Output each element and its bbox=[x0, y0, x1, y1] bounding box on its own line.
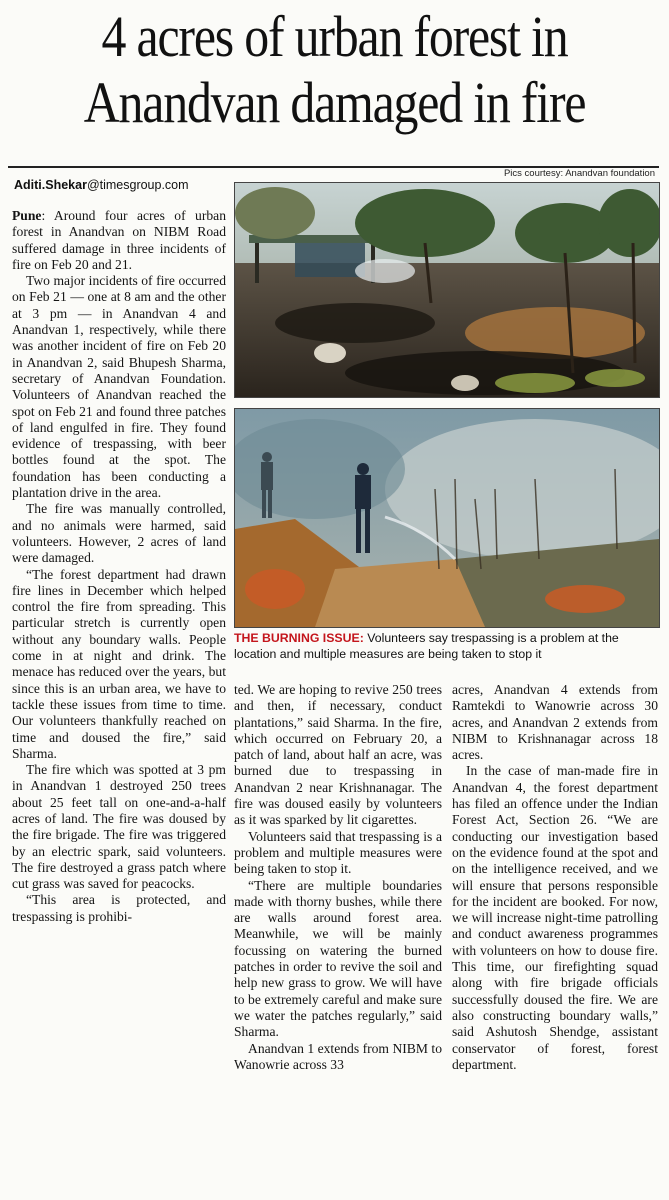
paragraph: “This area is protected, and trespassing is prohibi- bbox=[12, 892, 226, 924]
lead-paragraph bbox=[12, 208, 226, 273]
byline-name: Aditi.Shekar bbox=[14, 178, 87, 192]
article-column-3 bbox=[452, 682, 658, 1073]
caption-text: Volunteers say trespassing is a problem at the location and multiple measures are being taken to stop it bbox=[234, 631, 619, 661]
paragraph: In the case of man-made fire in Anandvan 4, the forest department has filed an offence under the Indian Forest Act, Section 26. “We are conducting our investigation based on the evidence found at the spot and on the intelligence received, and we will ensure that persons responsible for the incident are booked. For now, we will increase night-time patrolling and conduct awareness programmes with volunteers on how to douse fire. This time, our firefighting squad along with fire brigade officials successfully doused the fire. We are also constructing boundary walls,” said Ashutosh Shendge, assistant conservator of forest, forest department. bbox=[452, 763, 658, 1072]
paragraph: ted. We are hoping to revive 250 trees and then, if necessary, conduct plantations,” said Sharma. In the fire, which occurred on February 20, a patch of land, about half an acre, was burned due to trespassing in Anandvan 2 near Krishnanagar. The fire was doused easily by volunteers as it was sparked by lit cigarettes. bbox=[234, 682, 442, 828]
paragraph: Anandvan 1 extends from NIBM to Wanowrie across 33 bbox=[234, 1040, 442, 1072]
volunteers-dousing-fire-photo bbox=[234, 408, 660, 628]
article-column-2 bbox=[234, 682, 442, 1073]
headline-line-2: Anandvan damaged in fire bbox=[83, 70, 586, 135]
paragraph: acres, Anandvan 4 extends from Ramtekdi to Wanowrie across 30 acres, and Anandvan 2 extends from NIBM to Krishnanagar across 18 acres. bbox=[452, 682, 658, 763]
paragraph: The fire was manually controlled, and no animals were harmed, said volunteers. However, 2 acres of land were damaged. bbox=[12, 501, 226, 566]
dateline: Pune bbox=[12, 208, 42, 223]
headline-line-1: 4 acres of urban forest in bbox=[101, 4, 568, 69]
paragraph: Two major incidents of fire occurred on Feb 21 — one at 8 am and the other at 3 pm — in Anandvan 4 and Anandvan 1, respectively, while there was another incident of fire on Feb 20 in Anandvan 2, said Bhupesh Sharma, secretary of Anandvan Foundation. Volunteers of Anandvan reached the spot on Feb 21 and found three patches of land engulfed in fire. They found evidence of trespassing, with beer bottles found at the spot. The foundation has been conducting a plantation drive in the area. bbox=[12, 273, 226, 501]
headline bbox=[47, 4, 622, 136]
byline bbox=[14, 178, 189, 192]
paragraph: The fire which was spotted at 3 pm in Anandvan 1 destroyed 250 trees about 25 feet tall on one-and-a-half acres of land. The fire was doused by the fire brigade. The fire was triggered by an electric spark, said volunteers. The fire destroyed a grass patch where cut grass was saved for peacocks. bbox=[12, 762, 226, 892]
paragraph: “The forest department had drawn fire lines in December which helped control the fire from spreading. This particular stretch is currently open without any boundary walls. People come in at night and drink. The menace has reduced over the years, but since this is an urban area, we have to tackle these issues from time to time. Our volunteers thankfully reached on time and doused the fire,” said Sharma. bbox=[12, 566, 226, 761]
lead-text: : Around four acres of urban forest in Anandvan on NIBM Road suffered damage in three incidents of fire on Feb 20 and 21. bbox=[12, 208, 226, 272]
photo-credit: Pics courtesy: Anandvan foundation bbox=[503, 168, 655, 179]
caption-kicker: THE BURNING ISSUE: bbox=[234, 631, 364, 645]
paragraph: Volunteers said that trespassing is a problem and multiple measures were being taken to stop it. bbox=[234, 828, 442, 877]
burnt-forest-photo bbox=[234, 182, 660, 398]
byline-domain: @timesgroup.com bbox=[86, 178, 189, 192]
article-column-1 bbox=[12, 208, 226, 925]
paragraph: “There are multiple boundaries made with thorny bushes, while there are walls around forest area. Meanwhile, we will be mainly focussing on watering the burned patches in order to revive the soil and help new grass to grow. We will have to be extremely careful and make sure we water the patches regularly,” said Sharma. bbox=[234, 877, 442, 1040]
photo-caption bbox=[234, 630, 664, 662]
